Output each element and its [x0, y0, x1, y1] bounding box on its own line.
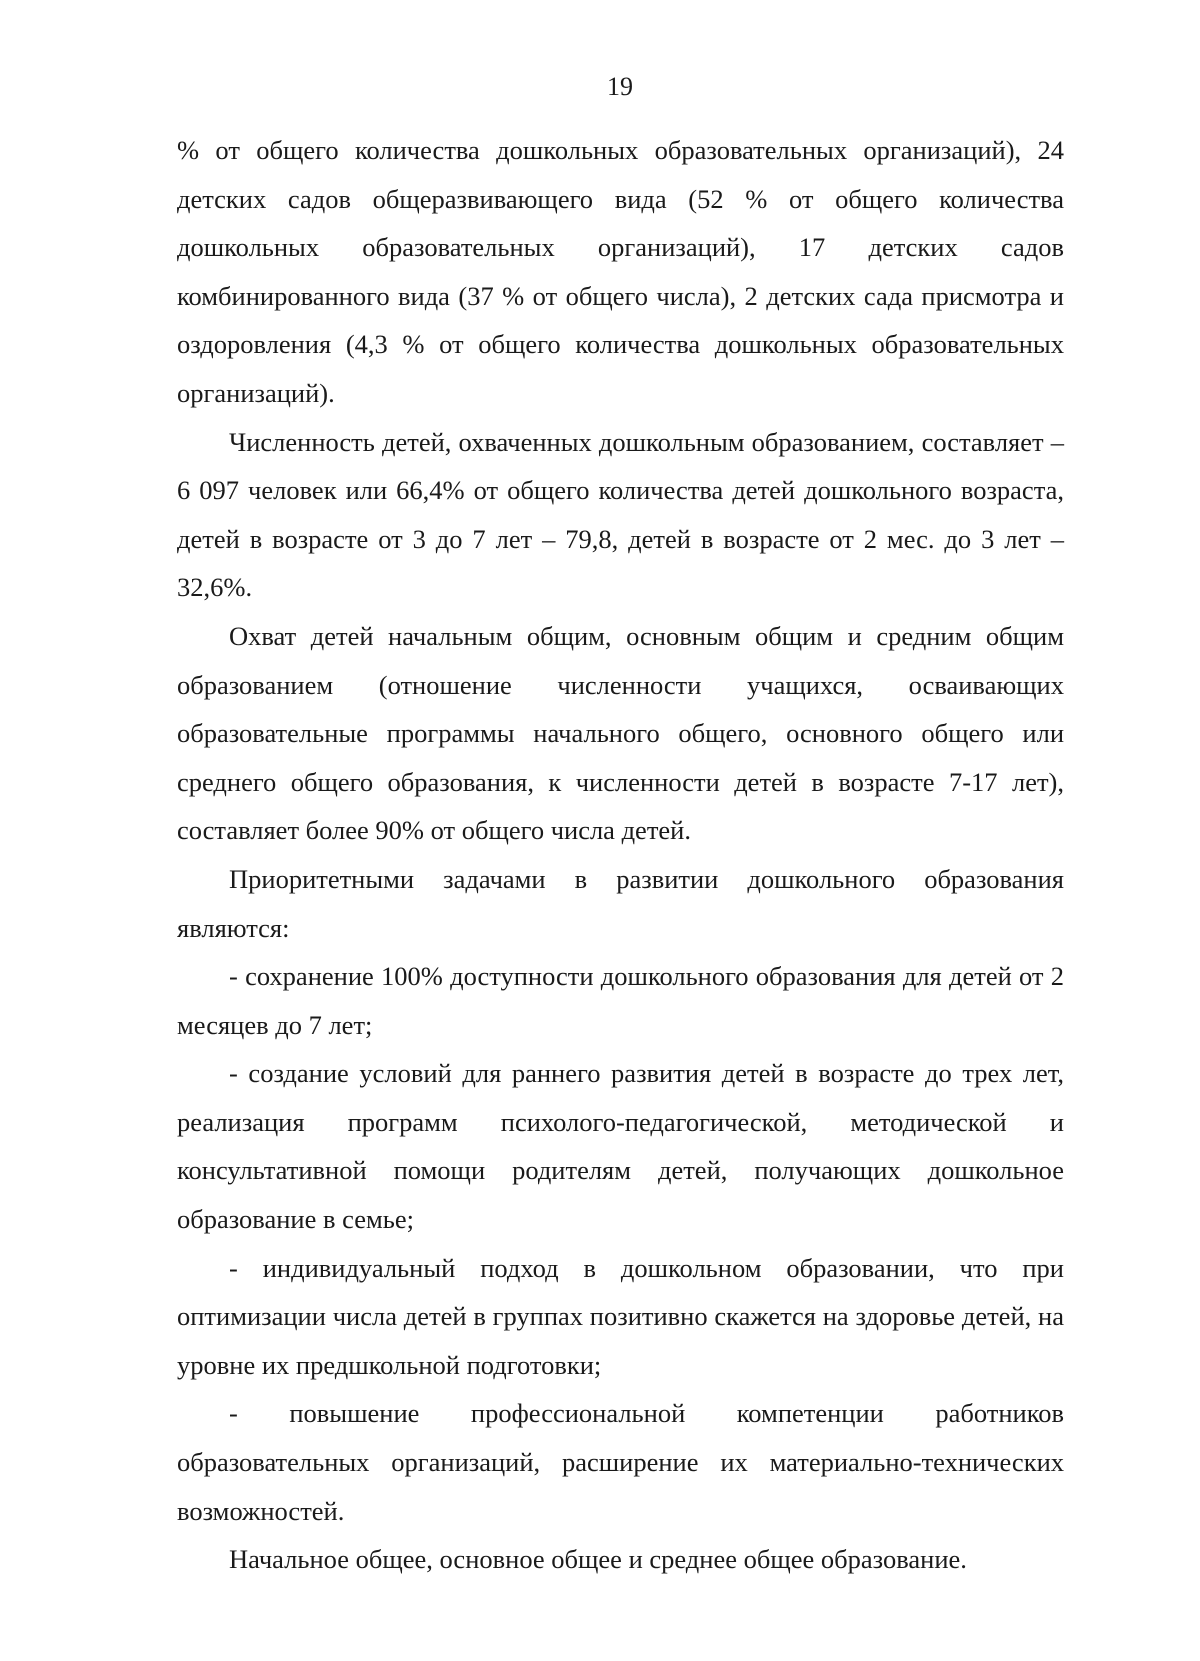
paragraph-coverage: Охват детей начальным общим, основным общим и средним общим образованием (отношение численности учащихся, осваивающих образовательные программы начального общего, основного общего или среднего общего образования, к численности детей в возрасте 7-17 лет), составляет более 90% от общего числа детей.: [177, 620, 1064, 846]
paragraph-continuation: % от общего количества дошкольных образовательных организаций), 24 детских садов общеразвивающего вида (52 % от общего количества дошкольных образовательных организаций), 17 детских садов комбинированного вида (37 % от общего числа), 2 детских сада присмотра и оздоровления (4,3 % от общего количества дошкольных образовательных организаций).: [177, 135, 1064, 408]
document-body: [177, 126, 1064, 1584]
section-heading: Начальное общее, основное общее и среднее общее образование.: [229, 1544, 967, 1575]
paragraph-priorities-intro: Приоритетными задачами в развитии дошкольного образования являются:: [177, 863, 1064, 943]
list-item-competence: - повышение профессиональной компетенции работников образовательных организаций, расширение их материально-технических возможностей.: [177, 1398, 1064, 1526]
list-item-individual-approach: - индивидуальный подход в дошкольном образовании, что при оптимизации числа детей в группах позитивно скажется на здоровье детей, на уровне их предшкольной подготовки;: [177, 1252, 1064, 1380]
list-item-accessibility: - сохранение 100% доступности дошкольного образования для детей от 2 месяцев до 7 лет;: [177, 961, 1064, 1040]
page-number: 19: [607, 72, 633, 101]
paragraph-enrollment: Численность детей, охваченных дошкольным образованием, составляет – 6 097 человек или 66,4% от общего количества детей дошкольного возраста, детей в возрасте от 3 до 7 лет – 79,8, детей в возрасте от 2 мес. до 3 лет – 32,6%.: [177, 426, 1064, 603]
list-item-early-development: - создание условий для раннего развития детей в возрасте до трех лет, реализация программ психолого-педагогической, методической и консультативной помощи родителям детей, получающих дошкольное образование в семье;: [177, 1058, 1064, 1235]
